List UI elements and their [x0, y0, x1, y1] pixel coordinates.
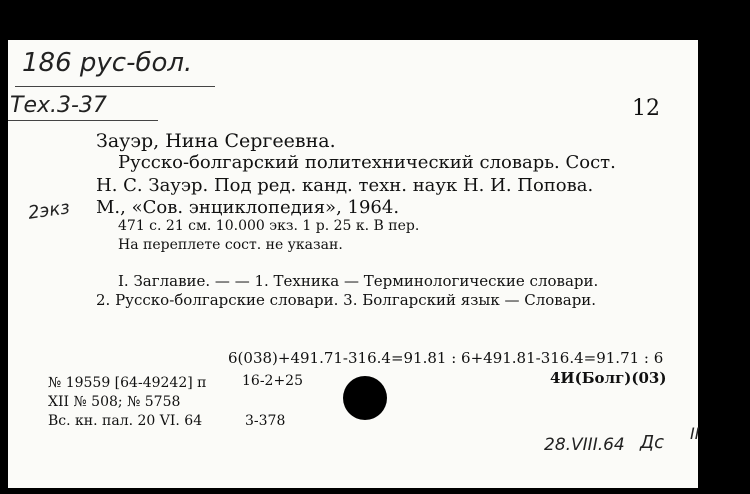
chamber-stamp: Вс. кн. пал. 20 VI. 64	[48, 413, 203, 429]
price-code: 16-2+25	[242, 373, 303, 389]
bbk-code: 4И(Болг)(03)	[550, 369, 667, 387]
title-line-2: Н. С. Зауэр. Под ред. канд. техн. наук Н. И. Попова.	[96, 175, 594, 196]
handwritten-index: 186 рус-бол.	[22, 48, 193, 78]
record-number: № 19559 [64-49242] п	[48, 375, 207, 391]
handwritten-code-underline	[8, 120, 158, 121]
card-number: 12	[632, 96, 660, 121]
handwritten-initials: Дс	[640, 432, 664, 453]
physical-description: 471 с. 21 см. 10.000 экз. 1 р. 25 к. В пер.	[118, 218, 420, 234]
handwritten-copies: 2экз	[26, 197, 72, 224]
handwritten-corner-mark: II	[690, 424, 700, 443]
title-line-1: Русско-болгарский политехнический словарь. Сост.	[118, 152, 616, 173]
udc-code: 6(038)+491.71-316.4=91.81 : 6+491.81-316.4=91.71 : 6	[228, 349, 664, 367]
order-number: 3-378	[245, 413, 286, 429]
binding-note: На переплете сост. не указан.	[118, 237, 343, 253]
subject-line-1: I. Заглавие. — — 1. Техника — Терминологические словари.	[118, 272, 599, 290]
title-line-3: М., «Сов. энциклопедия», 1964.	[96, 197, 400, 218]
handwritten-code: Тех.3-37	[10, 93, 107, 118]
handwritten-date: 28.VIII.64	[544, 435, 625, 455]
series-number: XII № 508; № 5758	[48, 394, 181, 410]
subject-line-2: 2. Русско-болгарские словари. 3. Болгарский язык — Словари.	[96, 291, 597, 309]
author-heading: Зауэр, Нина Сергеевна.	[96, 130, 336, 152]
handwritten-underline	[15, 86, 215, 87]
punch-hole	[343, 376, 387, 420]
